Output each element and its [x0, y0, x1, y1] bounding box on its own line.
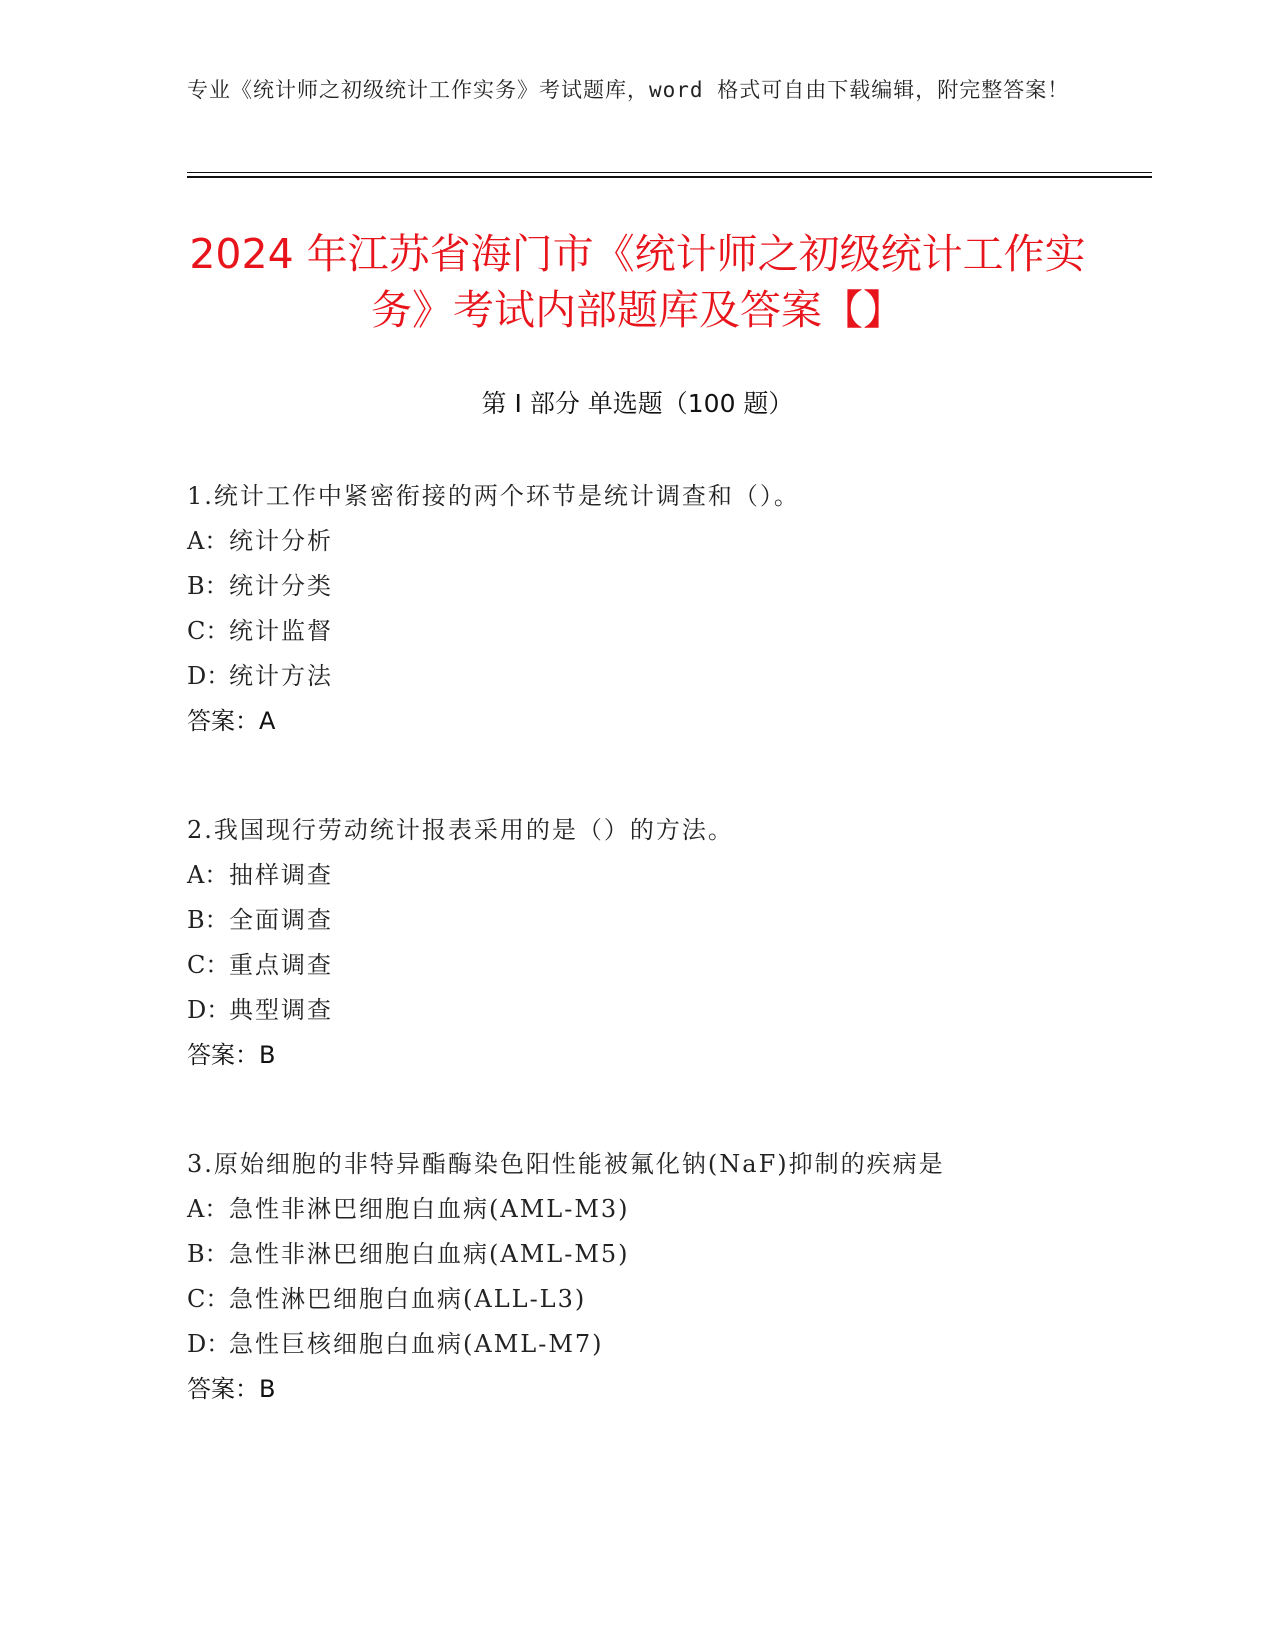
option-key: C： — [187, 1285, 230, 1313]
option-a — [187, 1187, 1107, 1232]
option-c — [187, 943, 1107, 988]
option-d — [187, 988, 1107, 1033]
question-stem: 3.原始细胞的非特异酯酶染色阳性能被氟化钠(NaF)抑制的疾病是 — [187, 1150, 945, 1178]
option-a — [187, 519, 1107, 564]
option-b — [187, 564, 1107, 609]
answer-line — [187, 1033, 1107, 1078]
option-key: D： — [187, 1330, 231, 1358]
option-c — [187, 609, 1107, 654]
question-stem: 1.统计工作中紧密衔接的两个环节是统计调查和（）。 — [187, 482, 800, 510]
option-text: 统计分类 — [229, 572, 333, 600]
question-list — [187, 474, 1107, 1476]
option-text: 急性非淋巴细胞白血病(AML-M5) — [229, 1240, 630, 1268]
option-text: 重点调查 — [229, 951, 333, 979]
option-b — [187, 1232, 1107, 1277]
question-3 — [187, 1142, 1107, 1412]
option-text: 急性巨核细胞白血病(AML-M7) — [229, 1330, 604, 1358]
header-divider-top — [187, 172, 1152, 173]
option-text: 全面调查 — [229, 906, 333, 934]
option-text: 统计监督 — [229, 617, 333, 645]
option-key: C： — [187, 951, 230, 979]
option-key: D： — [187, 996, 231, 1024]
option-text: 急性非淋巴细胞白血病(AML-M3) — [229, 1195, 630, 1223]
option-c — [187, 1277, 1107, 1322]
option-text: 统计方法 — [229, 662, 333, 690]
option-d — [187, 1322, 1107, 1367]
option-text: 抽样调查 — [229, 861, 333, 889]
option-d — [187, 654, 1107, 699]
option-key: B： — [187, 1240, 229, 1268]
option-b — [187, 898, 1107, 943]
answer-value: B — [259, 1375, 276, 1403]
header-note: 专业《统计师之初级统计工作实务》考试题库，word 格式可自由下载编辑，附完整答案！ — [187, 78, 1070, 102]
answer-label: 答案： — [187, 707, 259, 735]
answer-value: B — [259, 1041, 276, 1069]
header-divider-bottom — [187, 176, 1152, 178]
option-key: A： — [187, 1195, 229, 1223]
question-stem: 2.我国现行劳动统计报表采用的是（）的方法。 — [187, 816, 734, 844]
option-key: A： — [187, 527, 229, 555]
document-title: 2024 年江苏省海门市《统计师之初级统计工作实务》考试内部题库及答案【】 — [189, 230, 1086, 334]
question-2 — [187, 808, 1107, 1078]
option-text: 典型调查 — [229, 996, 333, 1024]
option-key: D： — [187, 662, 231, 690]
answer-label: 答案： — [187, 1041, 259, 1069]
option-key: C： — [187, 617, 230, 645]
answer-label: 答案： — [187, 1375, 259, 1403]
option-key: B： — [187, 906, 229, 934]
option-key: B： — [187, 572, 229, 600]
option-text: 统计分析 — [229, 527, 333, 555]
option-a — [187, 853, 1107, 898]
answer-value: A — [259, 707, 276, 735]
question-1 — [187, 474, 1107, 744]
answer-line — [187, 1367, 1107, 1412]
option-text: 急性淋巴细胞白血病(ALL-L3) — [229, 1285, 587, 1313]
option-key: A： — [187, 861, 229, 889]
answer-line — [187, 699, 1107, 744]
section-title: 第 I 部分 单选题（100 题） — [481, 389, 794, 418]
